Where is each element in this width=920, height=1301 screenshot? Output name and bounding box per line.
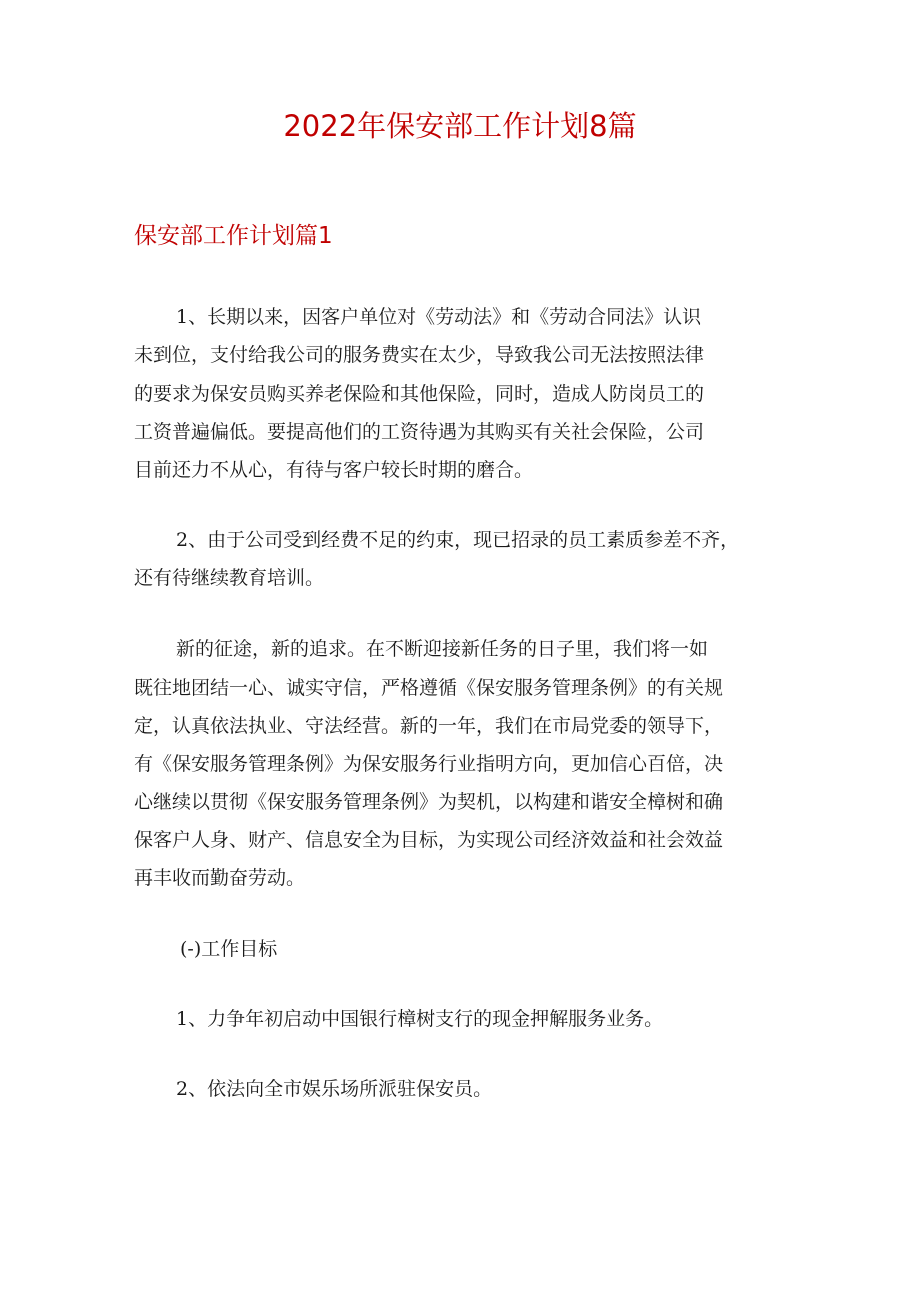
list-item: 1、力争年初启动中国银行樟树支行的现金押解服务业务。: [176, 1008, 664, 1030]
paragraph-line: 1、长期以来，因客户单位对《劳动法》和《劳动合同法》认识: [176, 306, 702, 328]
list-item: 2、依法向全市娱乐场所派驻保安员。: [176, 1078, 493, 1100]
subheading: (-)工作目标: [180, 938, 278, 960]
paragraph-line: 定，认真依法执业、守法经营。新的一年，我们在市局党委的领导下，: [134, 715, 724, 737]
paragraph-line: 还有待继续教育培训。: [134, 567, 325, 589]
document-title: 2022年保安部工作计划8篇: [283, 109, 637, 143]
paragraph-line: 工资普遍偏低。要提高他们的工资待遇为其购买有关社会保险，公司: [134, 421, 705, 443]
paragraph-line: 有《保安服务管理条例》为保安服务行业指明方向，更加信心百倍，决: [134, 753, 724, 775]
paragraph-line: 目前还力不从心，有待与客户较长时期的磨合。: [134, 459, 534, 481]
paragraph-line: 再丰收而勤奋劳动。: [134, 867, 306, 889]
paragraph-line: 新的征途，新的追求。在不断迎接新任务的日子里，我们将一如: [176, 638, 709, 660]
paragraph-line: 未到位，支付给我公司的服务费实在太少，导致我公司无法按照法律: [134, 344, 705, 366]
paragraph-line: 心继续以贯彻《保安服务管理条例》为契机，以构建和谐安全樟树和确: [134, 791, 724, 813]
paragraph-line: 既往地团结一心、诚实守信，严格遵循《保安服务管理条例》的有关规: [134, 677, 724, 699]
paragraph-line: 2、由于公司受到经费不足的约束，现已招录的员工素质参差不齐，: [176, 529, 740, 551]
paragraph-line: 保客户人身、财产、信息安全为目标，为实现公司经济效益和社会效益: [134, 829, 724, 851]
paragraph-line: 的要求为保安员购买养老保险和其他保险，同时，造成人防岗员工的: [134, 383, 705, 405]
section-title: 保安部工作计划篇1: [134, 223, 333, 249]
